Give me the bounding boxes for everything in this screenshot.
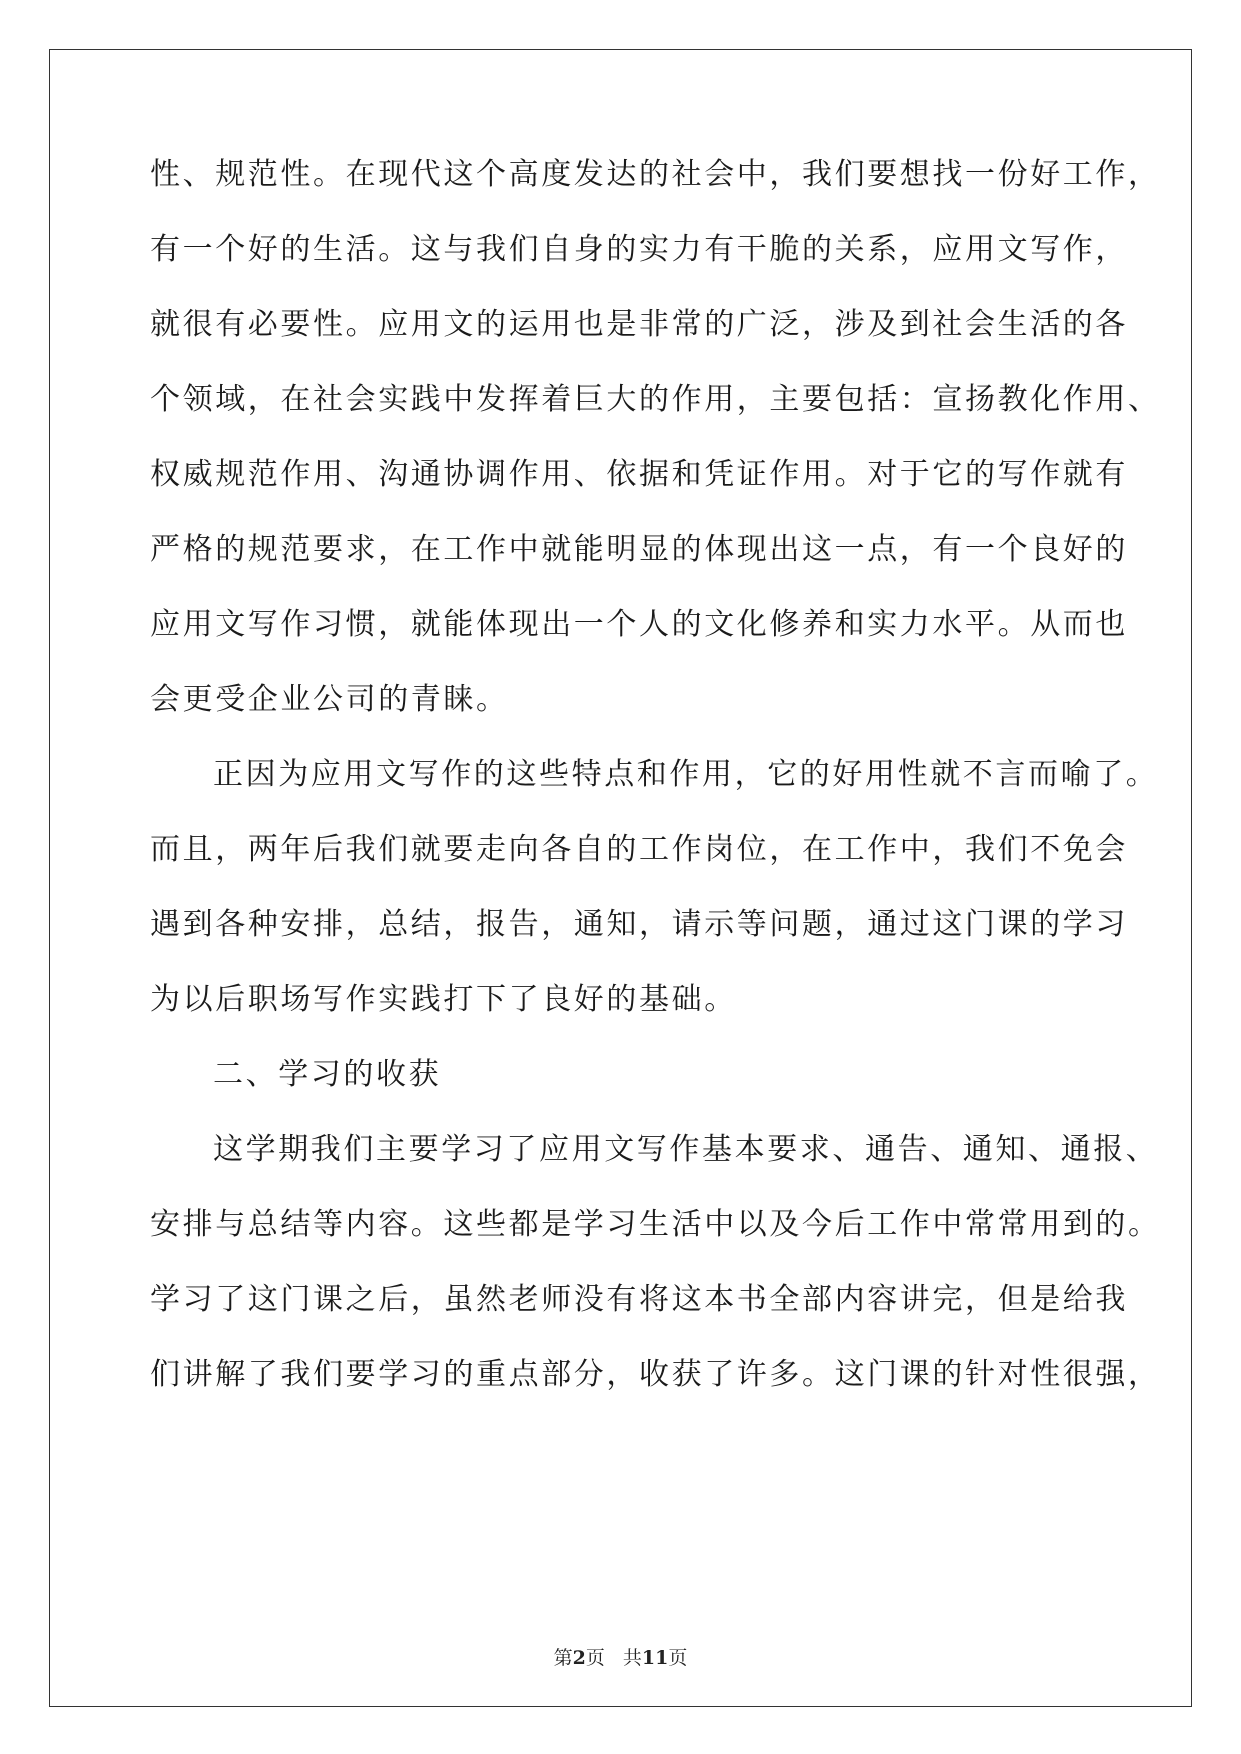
page-suffix: 页 <box>585 1647 605 1669</box>
page-footer <box>0 1645 1241 1671</box>
paragraph-first-line: 这学期我们主要学习了应用文写作基本要求、通告、通知、通报、 <box>213 1132 1159 1167</box>
text-line: 学习了这门课之后，虽然老师没有将这本书全部内容讲完，但是给我 <box>150 1282 1128 1317</box>
text-line: 为以后职场写作实践打下了良好的基础。 <box>150 982 737 1017</box>
text-line: 个领域，在社会实践中发挥着巨大的作用，主要包括：宣扬教化作用、 <box>150 382 1161 417</box>
text-line: 权威规范作用、沟通协调作用、依据和凭证作用。对于它的写作就有 <box>150 457 1128 492</box>
text-line: 性、规范性。在现代这个高度发达的社会中，我们要想找一份好工作， <box>150 157 1161 192</box>
text-line: 会更受企业公司的青睐。 <box>150 682 509 717</box>
current-page-number: 2 <box>572 1647 586 1669</box>
page-prefix: 第 <box>553 1647 573 1669</box>
text-line: 安排与总结等内容。这些都是学习生活中以及今后工作中常常用到的。 <box>150 1207 1161 1242</box>
text-line: 而且，两年后我们就要走向各自的工作岗位，在工作中，我们不免会 <box>150 832 1128 867</box>
text-line: 就很有必要性。应用文的运用也是非常的广泛，涉及到社会生活的各 <box>150 307 1128 342</box>
total-page-number: 11 <box>641 1647 669 1669</box>
section-heading: 二、学习的收获 <box>213 1057 442 1092</box>
paragraph-first-line: 正因为应用文写作的这些特点和作用，它的好用性就不言而喻了。 <box>213 757 1159 792</box>
text-line: 严格的规范要求，在工作中就能明显的体现出这一点，有一个良好的 <box>150 532 1128 567</box>
text-line: 们讲解了我们要学习的重点部分，收获了许多。这门课的针对性很强， <box>150 1357 1161 1392</box>
text-line: 遇到各种安排，总结，报告，通知，请示等问题，通过这门课的学习 <box>150 907 1128 942</box>
total-suffix: 页 <box>668 1647 688 1669</box>
total-prefix: 共 <box>622 1647 642 1669</box>
text-line: 应用文写作习惯，就能体现出一个人的文化修养和实力水平。从而也 <box>150 607 1128 642</box>
page-border <box>49 49 1192 1707</box>
text-line: 有一个好的生活。这与我们自身的实力有干脆的关系，应用文写作， <box>150 232 1128 267</box>
